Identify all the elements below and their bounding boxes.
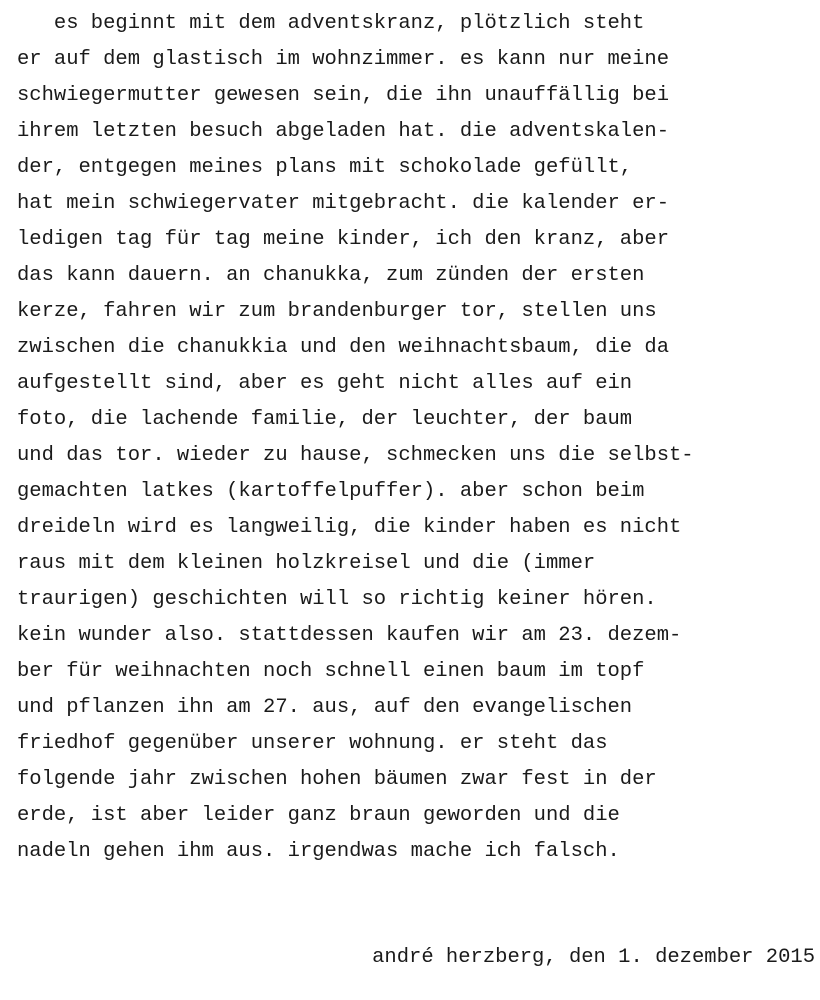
text-line: friedhof gegenüber unserer wohnung. er steht das — [17, 732, 608, 755]
text-line: kein wunder also. stattdessen kaufen wir am 23. dezem- — [17, 624, 682, 647]
text-line: schwiegermutter gewesen sein, die ihn unauffällig bei — [17, 84, 670, 107]
text-line: ber für weihnachten noch schnell einen baum im topf — [17, 660, 645, 683]
text-line: kerze, fahren wir zum brandenburger tor, stellen uns — [17, 300, 657, 323]
author-signature: andré herzberg, den 1. dezember 2015 — [372, 946, 815, 969]
text-line: das kann dauern. an chanukka, zum zünden der ersten — [17, 264, 645, 287]
text-line: zwischen die chanukkia und den weihnachtsbaum, die da — [17, 336, 670, 359]
text-line: und das tor. wieder zu hause, schmecken uns die selbst- — [17, 444, 694, 467]
text-line: gemachten latkes (kartoffelpuffer). aber schon beim — [17, 480, 645, 503]
text-line: raus mit dem kleinen holzkreisel und die (immer — [17, 552, 596, 575]
text-line: es beginnt mit dem adventskranz, plötzlich steht — [17, 12, 645, 35]
text-line: und pflanzen ihn am 27. aus, auf den evangelischen — [17, 696, 633, 719]
text-line: traurigen) geschichten will so richtig keiner hören. — [17, 588, 657, 611]
body-text — [17, 6, 817, 870]
text-line: hat mein schwiegervater mitgebracht. die kalender er- — [17, 192, 670, 215]
text-line: aufgestellt sind, aber es geht nicht alles auf ein — [17, 372, 633, 395]
text-line: dreideln wird es langweilig, die kinder haben es nicht — [17, 516, 682, 539]
text-line: er auf dem glastisch im wohnzimmer. es kann nur meine — [17, 48, 670, 71]
text-line: erde, ist aber leider ganz braun geworden und die — [17, 804, 620, 827]
text-line: folgende jahr zwischen hohen bäumen zwar fest in der — [17, 768, 657, 791]
text-line: der, entgegen meines plans mit schokolade gefüllt, — [17, 156, 633, 179]
text-line: ihrem letzten besuch abgeladen hat. die adventskalen- — [17, 120, 670, 143]
text-line: foto, die lachende familie, der leuchter, der baum — [17, 408, 633, 431]
text-line: nadeln gehen ihm aus. irgendwas mache ich falsch. — [17, 840, 620, 863]
text-line: ledigen tag für tag meine kinder, ich den kranz, aber — [17, 228, 670, 251]
